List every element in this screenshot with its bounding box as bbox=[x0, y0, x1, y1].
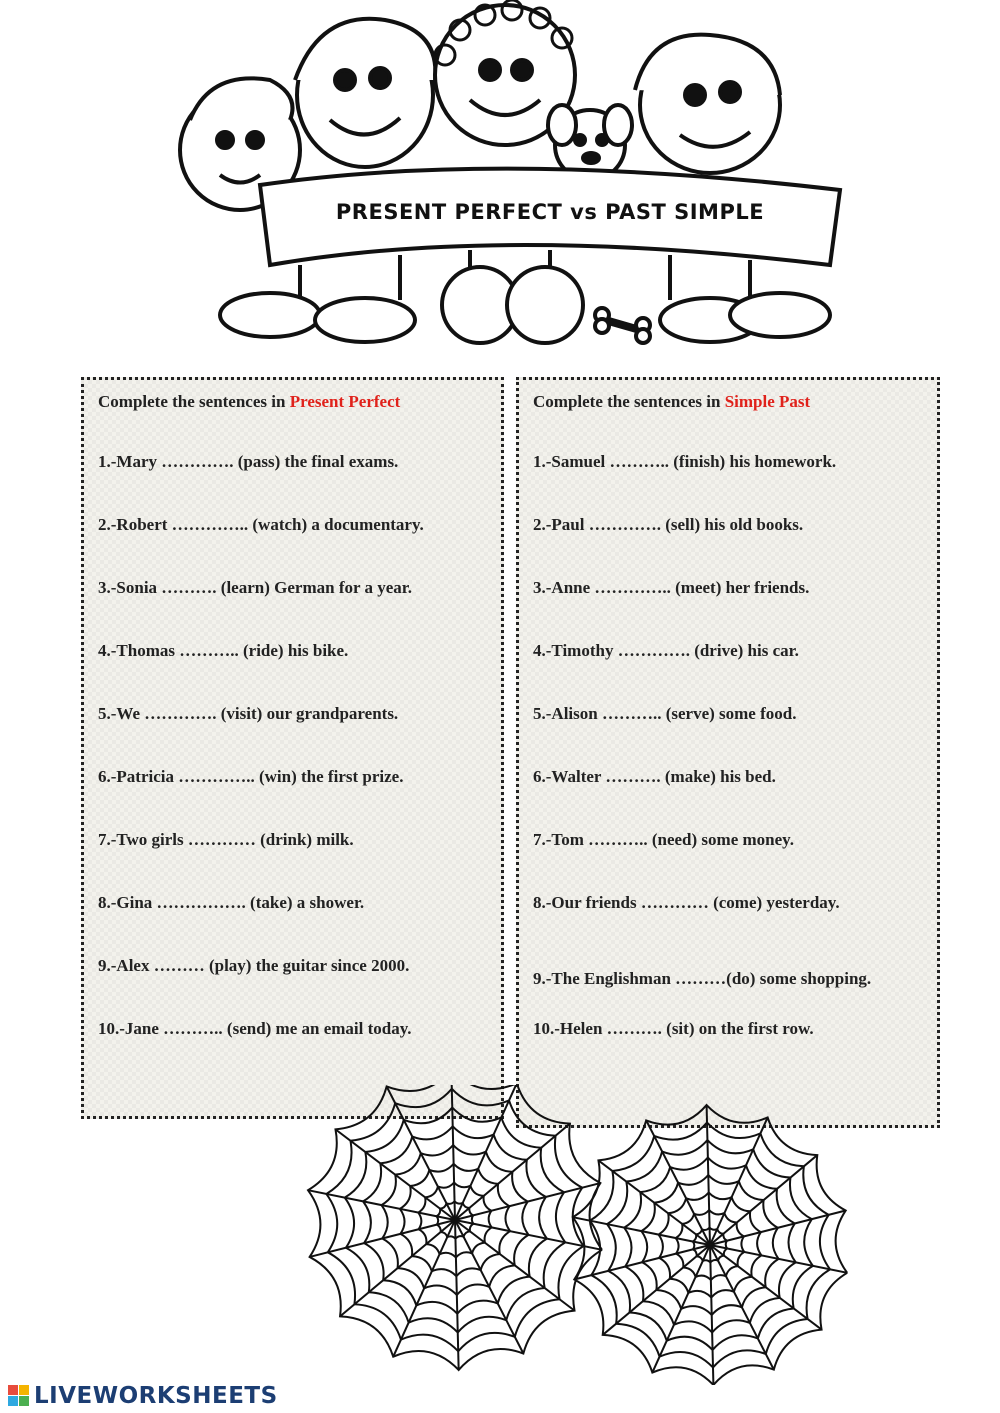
exercise-item: 5.-Alison ……….. (serve) some food. bbox=[533, 704, 797, 723]
exercise-item: 9.-The Englishman ………(do) some shopping. bbox=[533, 969, 872, 988]
tense-label: Present Perfect bbox=[289, 392, 401, 411]
exercise-item: 4.-Thomas ……….. (ride) his bike. bbox=[98, 641, 349, 660]
worksheet-title: PRESENT PERFECT vs PAST SIMPLE bbox=[335, 200, 765, 224]
logo-mark-icon bbox=[8, 1385, 30, 1407]
present-perfect-exercise bbox=[81, 377, 504, 1119]
spider-web-left bbox=[308, 1085, 602, 1370]
instruction-simple-past: Complete the sentences in Simple Past bbox=[533, 392, 811, 411]
spider-web-decoration bbox=[300, 1085, 860, 1385]
kids-banner-illustration bbox=[150, 0, 850, 360]
exercise-item: 4.-Timothy …………. (drive) his car. bbox=[533, 641, 799, 660]
instruction-present-perfect: Complete the sentences in Present Perfect bbox=[98, 392, 401, 411]
liveworksheets-logo bbox=[8, 1382, 278, 1410]
exercise-item: 9.-Alex ……… (play) the guitar since 2000. bbox=[98, 956, 410, 975]
exercise-item: 1.-Samuel ……….. (finish) his homework. bbox=[533, 452, 837, 471]
exercise-item: 8.-Our friends ………… (come) yesterday. bbox=[533, 893, 840, 912]
tense-label: Simple Past bbox=[724, 392, 811, 411]
exercise-item: 6.-Patricia ………….. (win) the first prize. bbox=[98, 767, 404, 786]
exercise-item: 2.-Paul …………. (sell) his old books. bbox=[533, 515, 804, 534]
exercise-item: 10.-Helen ………. (sit) on the first row. bbox=[533, 1019, 814, 1038]
exercise-item: 8.-Gina ……………. (take) a shower. bbox=[98, 893, 365, 912]
exercise-item: 7.-Two girls ………… (drink) milk. bbox=[98, 830, 354, 849]
exercise-item: 5.-We …………. (visit) our grandparents. bbox=[98, 704, 399, 723]
exercise-item: 3.-Sonia ………. (learn) German for a year. bbox=[98, 578, 412, 597]
web-spoke bbox=[451, 1085, 455, 1220]
spider-web-right bbox=[573, 1105, 847, 1385]
simple-past-exercise bbox=[516, 377, 940, 1128]
exercise-item: 3.-Anne ………….. (meet) her friends. bbox=[533, 578, 810, 597]
exercise-item: 2.-Robert ………….. (watch) a documentary. bbox=[98, 515, 424, 534]
exercise-item: 1.-Mary …………. (pass) the final exams. bbox=[98, 452, 399, 471]
exercise-item: 10.-Jane ……….. (send) me an email today. bbox=[98, 1019, 412, 1038]
exercise-item: 7.-Tom ……….. (need) some money. bbox=[533, 830, 794, 849]
brand-name: LIVEWORKSHEETS bbox=[34, 1383, 278, 1409]
exercise-item: 6.-Walter ………. (make) his bed. bbox=[533, 767, 776, 786]
